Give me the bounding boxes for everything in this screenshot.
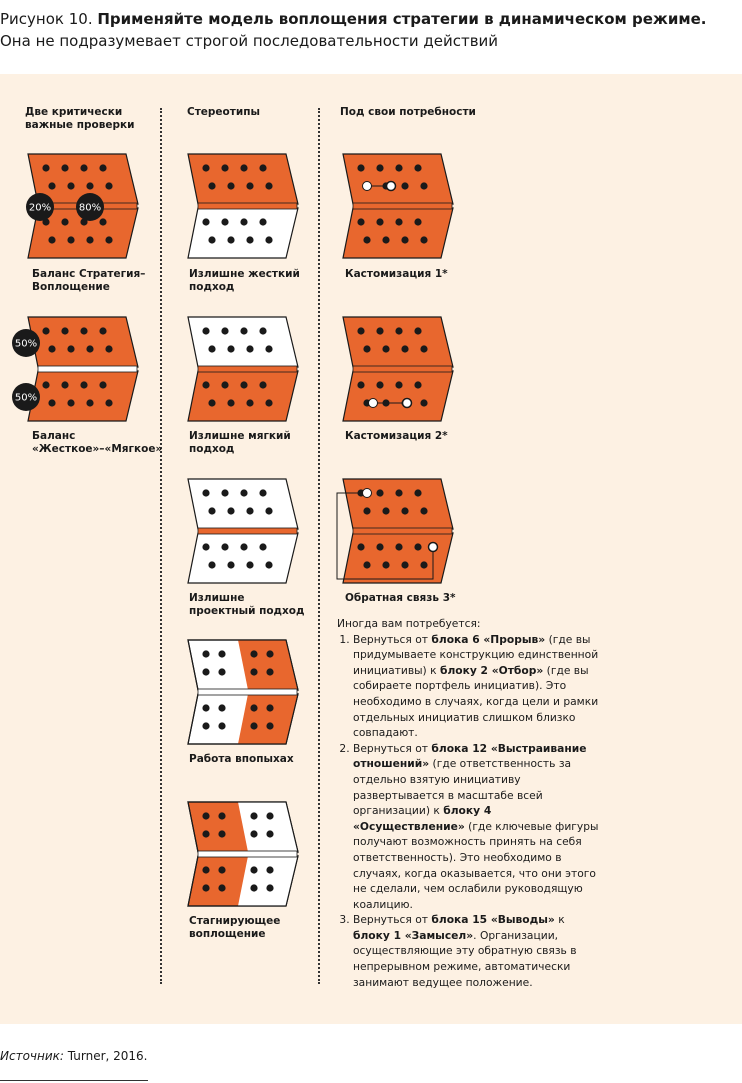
note-block-ref: блока 12 «Выстраивание отношений»: [353, 741, 587, 771]
top-dot: [357, 327, 364, 334]
top-dot: [395, 164, 402, 171]
bottom-dot: [240, 381, 247, 388]
right-dot: [266, 884, 273, 891]
top-dot: [401, 345, 408, 352]
note-item-3: [353, 912, 599, 990]
top-dot: [246, 182, 253, 189]
bottom-dot: [105, 236, 112, 243]
middle-strip: [198, 366, 297, 372]
top-dot: [61, 164, 68, 171]
right-dot: [266, 866, 273, 873]
bottom-dot: [48, 399, 55, 406]
too-hard-diagram: [170, 150, 310, 260]
caption-number: Рисунок 10.: [0, 10, 93, 28]
footer-rule: [0, 1080, 148, 1081]
top-dot: [86, 345, 93, 352]
left-dot: [202, 722, 209, 729]
left-dot: [202, 650, 209, 657]
note-block-ref: блока 15 «Выводы»: [431, 913, 555, 927]
top-dot: [67, 182, 74, 189]
bottom-dot: [42, 381, 49, 388]
top-dot: [382, 345, 389, 352]
top-dot: [202, 489, 209, 496]
bottom-dot: [202, 381, 209, 388]
bottom-dot: [99, 381, 106, 388]
customization-1-diagram: [325, 150, 465, 260]
top-dot: [99, 327, 106, 334]
bottom-dot: [202, 543, 209, 550]
bottom-dot: [48, 236, 55, 243]
top-dot: [401, 507, 408, 514]
top-dot: [395, 327, 402, 334]
bottom-dot: [221, 381, 228, 388]
middle-strip: [353, 528, 452, 534]
right-dot: [266, 830, 273, 837]
bottom-dot: [265, 399, 272, 406]
stagnant-diagram: [170, 798, 310, 908]
too-project-diagram: [170, 475, 310, 585]
top-block: [188, 317, 298, 367]
top-dot: [105, 182, 112, 189]
top-dot: [376, 327, 383, 334]
too-hard-label: Излишне жесткий подход: [189, 268, 300, 293]
highlight-dot-start: [369, 399, 378, 408]
bottom-dot: [202, 218, 209, 225]
bottom-dot: [86, 236, 93, 243]
right-dot: [266, 668, 273, 675]
top-dot: [208, 345, 215, 352]
note-text: (где вы собираете портфель инициатив). Это необходимо в случаях, когда цели и рамки отдельных инициатив слишком близко совпадают.: [353, 663, 599, 740]
top-dot: [221, 489, 228, 496]
note-text: Вернуться от: [353, 913, 432, 927]
note-text: Вернуться от: [353, 741, 432, 755]
bottom-block: [28, 371, 138, 421]
bottom-dot: [363, 236, 370, 243]
top-dot: [265, 345, 272, 352]
bottom-block: [343, 371, 453, 421]
balance-strategy-diagram: [10, 150, 150, 260]
bottom-block: [343, 208, 453, 258]
feedback-notes: [337, 616, 599, 990]
top-block: [188, 154, 298, 204]
figure-caption: [0, 8, 742, 52]
bottom-dot: [240, 218, 247, 225]
bottom-dot: [246, 399, 253, 406]
left-dot: [218, 722, 225, 729]
too-soft-diagram: [170, 313, 310, 423]
top-dot: [221, 327, 228, 334]
note-block-ref: блоку 1 «Замысел»: [353, 928, 474, 942]
top-dot: [265, 182, 272, 189]
right-dot: [266, 704, 273, 711]
notes-intro: Иногда вам потребуется:: [337, 617, 481, 630]
left-dot: [218, 830, 225, 837]
bottom-dot: [86, 399, 93, 406]
top-dot: [259, 164, 266, 171]
bottom-dot: [376, 381, 383, 388]
note-block-ref: блоку 2 «Отбор»: [439, 663, 544, 677]
top-block: [188, 479, 298, 529]
top-block: [343, 154, 453, 204]
bottom-dot: [80, 381, 87, 388]
right-zone-top: [238, 802, 298, 852]
middle-strip: [198, 851, 297, 857]
top-dot: [259, 327, 266, 334]
top-dot: [99, 164, 106, 171]
top-dot: [363, 345, 370, 352]
highlight-dot-end: [403, 399, 412, 408]
bottom-dot: [357, 218, 364, 225]
bottom-dot: [246, 561, 253, 568]
left-dot: [218, 812, 225, 819]
bottom-dot: [420, 399, 427, 406]
bottom-dot: [265, 561, 272, 568]
bottom-dot: [227, 399, 234, 406]
top-dot: [363, 507, 370, 514]
top-dot: [42, 327, 49, 334]
right-zone-bottom: [238, 856, 298, 906]
bottom-dot: [208, 561, 215, 568]
bottom-dot: [382, 236, 389, 243]
left-dot: [202, 866, 209, 873]
top-dot: [202, 164, 209, 171]
left-dot: [202, 830, 209, 837]
bottom-dot: [395, 543, 402, 550]
top-dot: [401, 182, 408, 189]
top-dot: [240, 327, 247, 334]
middle-strip: [198, 528, 297, 534]
top-dot: [80, 164, 87, 171]
bottom-dot: [67, 399, 74, 406]
note-block-ref: блока 6 «Прорыв»: [431, 632, 546, 646]
note-block-ref: блоку 4 «Осуществление»: [353, 804, 492, 833]
right-dot: [250, 884, 257, 891]
top-dot: [246, 345, 253, 352]
balance-strategy-label: Баланс Стратегия–Воплощение: [32, 268, 146, 293]
bottom-dot: [382, 561, 389, 568]
right-dot: [250, 812, 257, 819]
bottom-dot: [414, 218, 421, 225]
top-dot: [227, 182, 234, 189]
left-dot: [202, 668, 209, 675]
left-dot: [218, 650, 225, 657]
bottom-block: [188, 533, 298, 583]
top-dot: [67, 345, 74, 352]
too-soft-label: Излишне мягкий подход: [189, 430, 291, 455]
right-dot: [266, 722, 273, 729]
caption-subtitle: Она не подразумевает строгой последовательности действий: [0, 32, 499, 50]
customization-1-label: Кастомизация 1*: [345, 268, 448, 280]
bottom-dot: [259, 218, 266, 225]
note-text: Вернуться от: [353, 632, 432, 646]
top-dot: [105, 345, 112, 352]
bottom-dot: [221, 543, 228, 550]
customization-2-diagram: [325, 313, 465, 423]
column-header-custom: Под свои потребности: [340, 106, 476, 118]
bottom-dot: [414, 543, 421, 550]
feedback-3-diagram: [325, 475, 465, 585]
bottom-dot: [357, 381, 364, 388]
left-dot: [218, 704, 225, 711]
note-item-2: [353, 741, 599, 913]
bottom-dot: [105, 399, 112, 406]
bottom-dot: [259, 543, 266, 550]
feedback-3-label: Обратная связь 3*: [345, 592, 456, 604]
top-dot: [420, 507, 427, 514]
bottom-block: [188, 371, 298, 421]
left-dot: [202, 884, 209, 891]
badge-50-bottom-text: 50%: [14, 392, 38, 404]
top-dot: [395, 489, 402, 496]
bottom-dot: [363, 561, 370, 568]
top-dot: [208, 182, 215, 189]
right-dot: [250, 722, 257, 729]
source-line: [0, 1049, 148, 1063]
bottom-dot: [414, 381, 421, 388]
badge-80-text: 80%: [78, 202, 102, 214]
source-text: Turner, 2016.: [63, 1049, 148, 1063]
middle-strip: [198, 689, 297, 695]
highlight-dot-source: [429, 543, 438, 552]
rush-diagram: [170, 636, 310, 746]
right-dot: [266, 812, 273, 819]
column-divider-1: [160, 108, 162, 984]
bottom-dot: [61, 218, 68, 225]
column-header-stereotypes: Стереотипы: [187, 106, 260, 118]
badge-50-top-text: 50%: [14, 338, 38, 350]
top-dot: [221, 164, 228, 171]
right-dot: [250, 866, 257, 873]
top-dot: [227, 507, 234, 514]
bottom-block: [188, 208, 298, 258]
top-dot: [414, 489, 421, 496]
top-dot: [376, 164, 383, 171]
middle-strip: [38, 366, 137, 372]
right-dot: [250, 668, 257, 675]
too-project-label: Излишне проектный подход: [189, 592, 305, 617]
balance-hard-soft-label: Баланс «Жесткое»–«Мягкое»: [32, 430, 163, 455]
top-dot: [61, 327, 68, 334]
left-dot: [218, 668, 225, 675]
bottom-dot: [420, 561, 427, 568]
highlight-dot-target: [363, 489, 372, 498]
middle-strip: [353, 366, 452, 372]
top-dot: [202, 327, 209, 334]
bottom-dot: [376, 543, 383, 550]
top-dot: [414, 327, 421, 334]
bottom-dot: [227, 561, 234, 568]
right-dot: [250, 830, 257, 837]
right-dot: [266, 650, 273, 657]
bottom-dot: [67, 236, 74, 243]
right-zone-top: [238, 640, 298, 690]
top-dot: [42, 164, 49, 171]
top-dot: [382, 507, 389, 514]
bottom-dot: [208, 236, 215, 243]
top-dot: [240, 164, 247, 171]
highlight-dot-start: [363, 182, 372, 191]
top-dot: [376, 489, 383, 496]
customization-2-label: Кастомизация 2*: [345, 430, 448, 442]
right-dot: [250, 650, 257, 657]
bottom-dot: [227, 236, 234, 243]
notes-list: [337, 632, 599, 991]
top-dot: [240, 489, 247, 496]
top-dot: [86, 182, 93, 189]
left-dot: [218, 884, 225, 891]
bottom-dot: [376, 218, 383, 225]
column-header-checks: Две критически важные проверки: [25, 106, 135, 131]
bottom-dot: [395, 381, 402, 388]
badge-20-text: 20%: [28, 202, 52, 214]
top-dot: [265, 507, 272, 514]
bottom-dot: [246, 236, 253, 243]
top-dot: [246, 507, 253, 514]
column-divider-2: [318, 108, 320, 984]
bottom-dot: [401, 236, 408, 243]
bottom-dot: [99, 218, 106, 225]
top-dot: [420, 182, 427, 189]
note-text: (где ключевые фигуры получают возможность принять на себя ответственность). Это необходимо в случаях, когда оказывается, что они этого не сделали, чем ослабили руководящую коалицию.: [353, 819, 599, 911]
rush-label: Работа впопыхах: [189, 753, 294, 765]
note-text: (где вы придумываете конструкцию единственной инициативы) к: [353, 632, 599, 677]
bottom-dot: [401, 561, 408, 568]
middle-strip: [353, 203, 452, 209]
left-dot: [202, 812, 209, 819]
stagnant-label: Стагнирующее воплощение: [189, 915, 281, 940]
top-dot: [227, 345, 234, 352]
top-dot: [259, 489, 266, 496]
bottom-dot: [221, 218, 228, 225]
bottom-dot: [208, 399, 215, 406]
bottom-dot: [259, 381, 266, 388]
top-dot: [208, 507, 215, 514]
note-item-1: [353, 632, 599, 741]
top-block: [343, 479, 453, 529]
bottom-dot: [61, 381, 68, 388]
top-dot: [414, 164, 421, 171]
source-label: Источник:: [0, 1049, 64, 1063]
middle-strip: [198, 203, 297, 209]
bottom-dot: [265, 236, 272, 243]
top-block: [28, 317, 138, 367]
bottom-dot: [395, 218, 402, 225]
top-dot: [48, 182, 55, 189]
left-dot: [218, 866, 225, 873]
highlight-dot-end: [387, 182, 396, 191]
left-dot: [202, 704, 209, 711]
balance-hard-soft-diagram: [10, 313, 150, 423]
top-dot: [420, 345, 427, 352]
top-block: [343, 317, 453, 367]
right-dot: [250, 704, 257, 711]
bottom-dot: [357, 543, 364, 550]
caption-title: Применяйте модель воплощения стратегии в динамическом режиме.: [97, 10, 707, 28]
note-text: к: [554, 913, 565, 927]
top-dot: [48, 345, 55, 352]
bottom-dot: [240, 543, 247, 550]
bottom-dot: [420, 236, 427, 243]
right-zone-bottom: [238, 694, 298, 744]
top-dot: [357, 164, 364, 171]
bottom-block: [343, 533, 453, 583]
top-dot: [80, 327, 87, 334]
note-text: . Организации, осуществляющие эту обратную связь в непрерывном режиме, автоматически занимают ведущее положение.: [353, 928, 577, 989]
note-text: (где ответственность за отдельно взятую инициативу развертывается в масштабе всей организации) к: [353, 757, 572, 818]
